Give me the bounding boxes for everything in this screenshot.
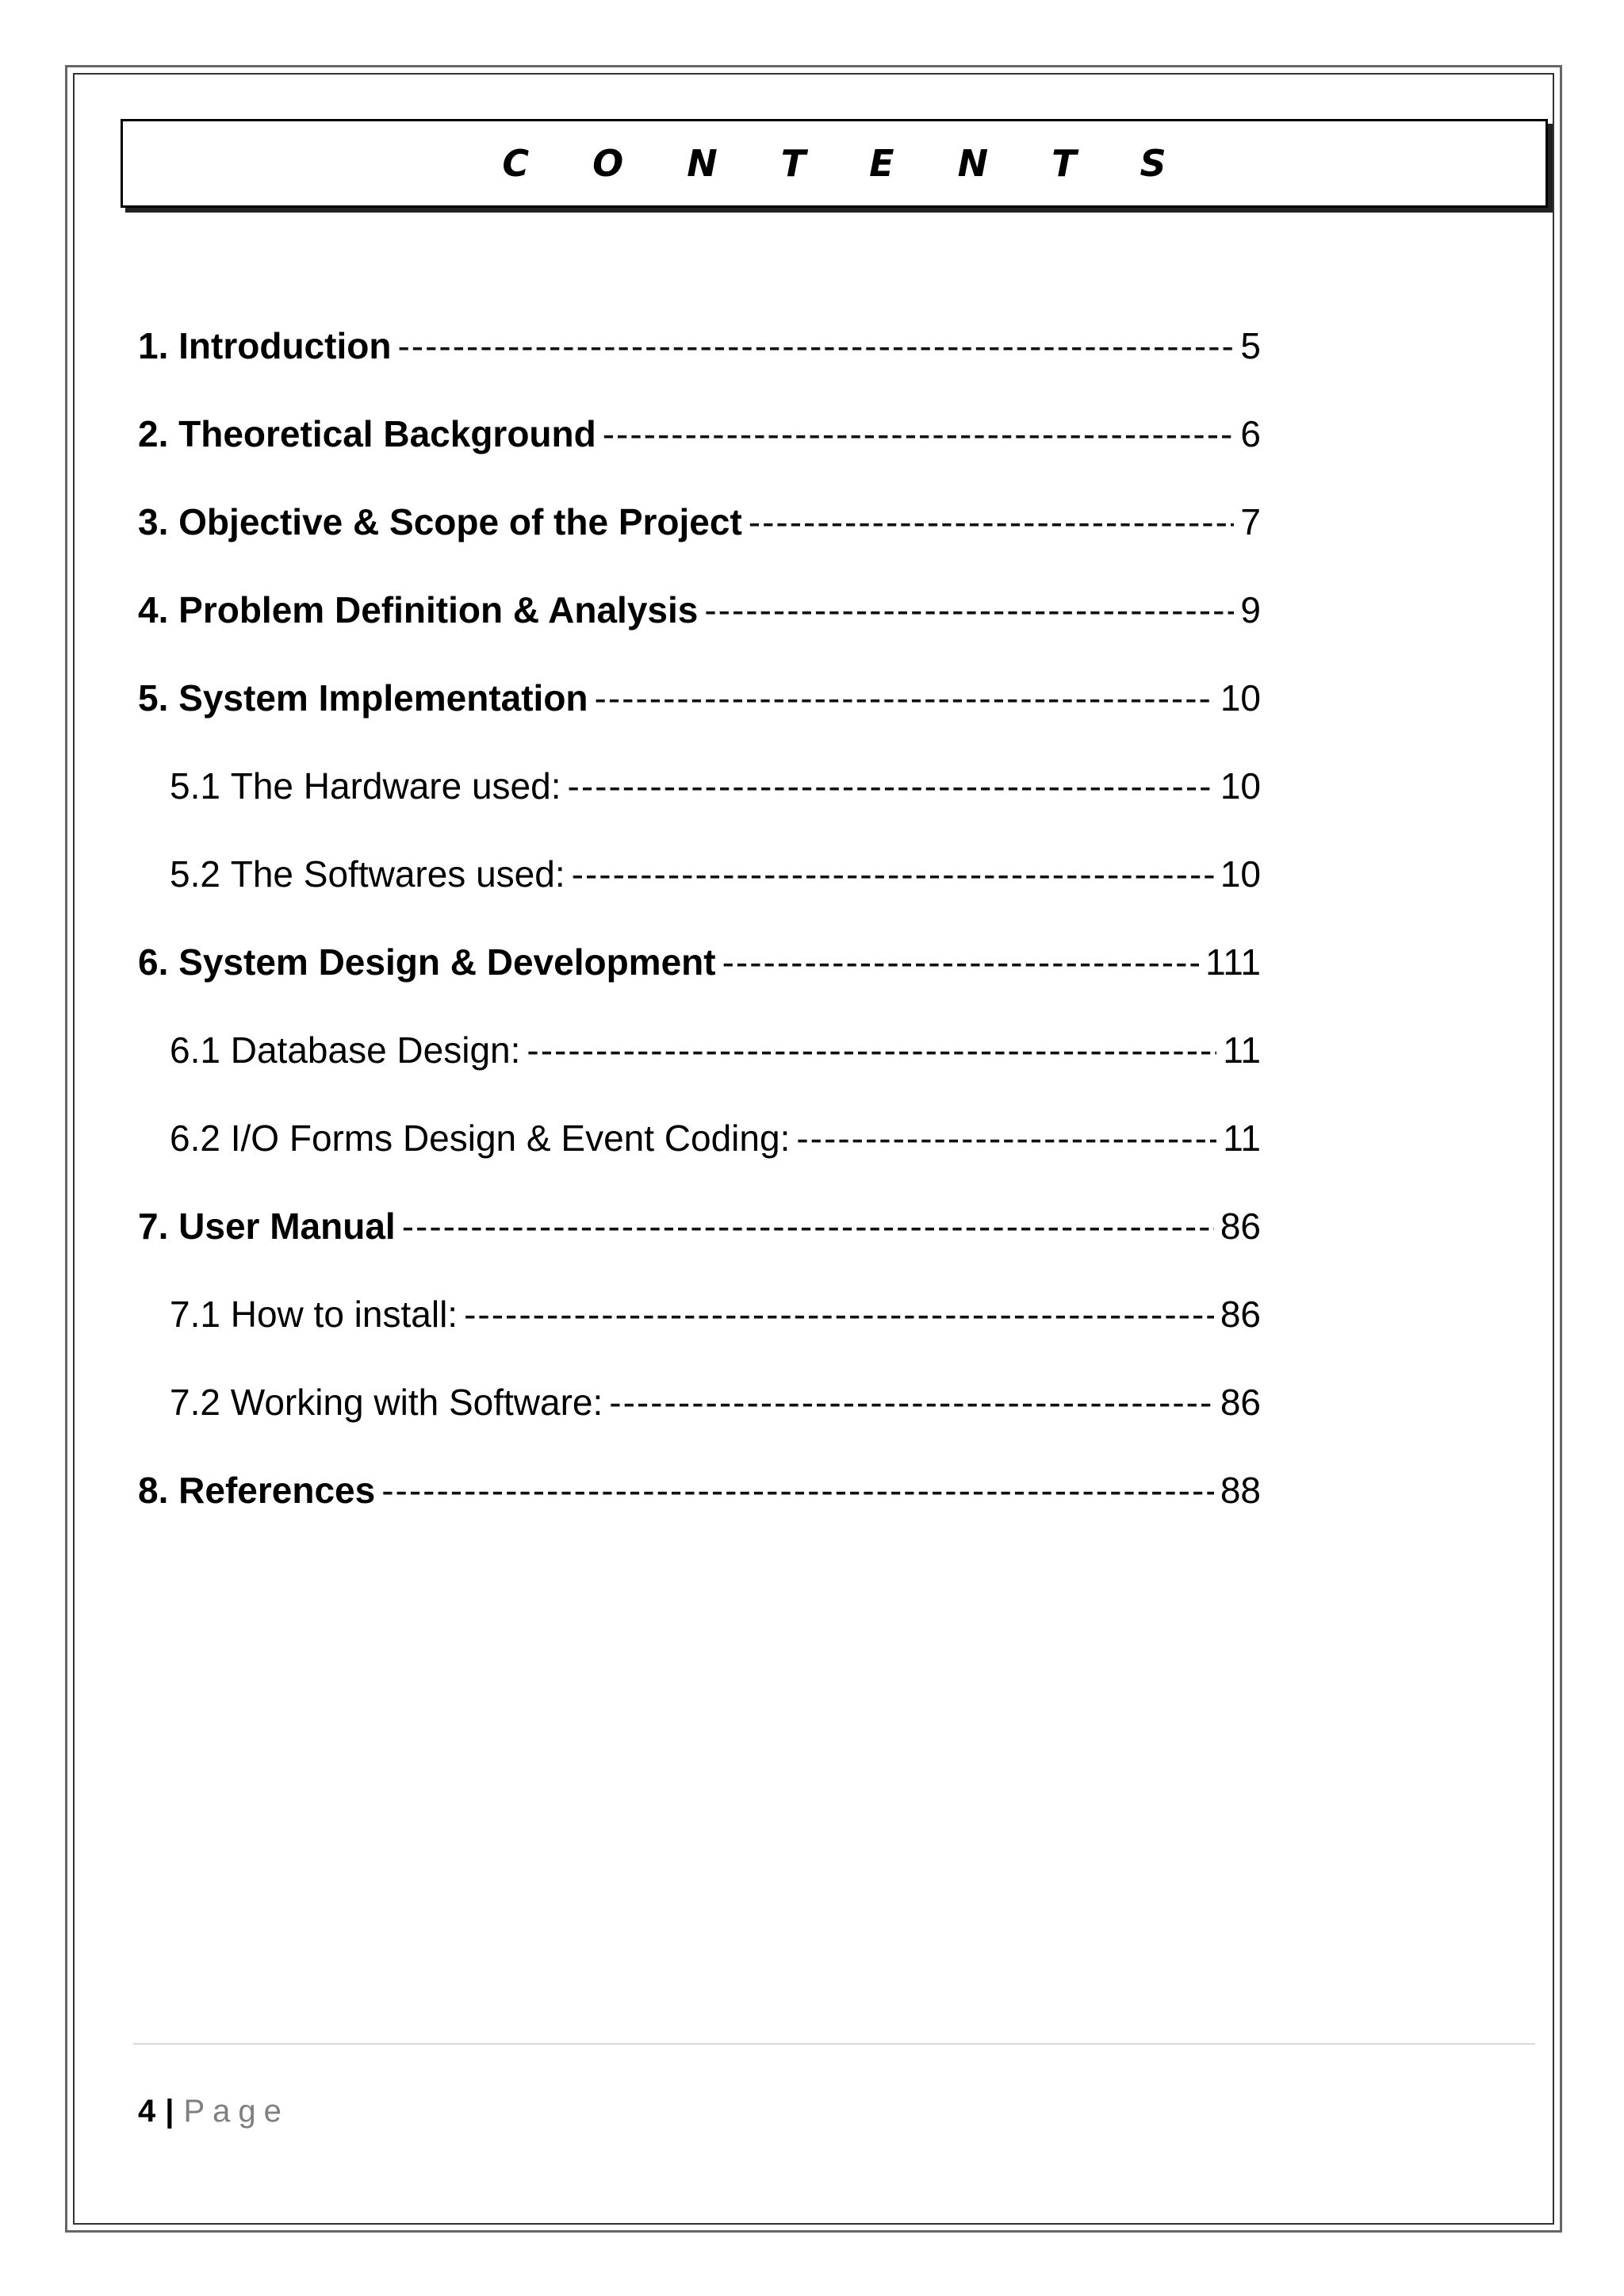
toc-entry-io-forms-design[interactable]: [138, 1094, 1261, 1182]
toc-entry-page: 11: [1223, 1117, 1261, 1159]
toc-entry-label: The Hardware used:: [230, 765, 561, 807]
toc-entry-number: 4.: [138, 588, 179, 631]
toc-entry-problem-definition[interactable]: [138, 565, 1261, 654]
toc-entry-label: I/O Forms Design & Event Coding:: [230, 1117, 791, 1159]
footer-divider: [133, 2043, 1535, 2045]
toc-entry-system-design[interactable]: [138, 918, 1261, 1006]
toc-entry-label: How to install:: [230, 1293, 458, 1335]
toc-entry-system-implementation[interactable]: [138, 654, 1261, 742]
toc-leader-dashes: [397, 325, 1234, 366]
toc-entry-introduction[interactable]: [138, 301, 1261, 389]
toc-entry-page: 6: [1240, 412, 1261, 454]
toc-entry-page: 10: [1220, 853, 1261, 895]
footer-separator: |: [165, 2094, 174, 2129]
toc-entry-page: 111: [1205, 941, 1261, 983]
toc-leader-dashes: [796, 1117, 1216, 1159]
toc-entry-page: 86: [1220, 1381, 1261, 1423]
toc-entry-number: 5.1: [170, 765, 231, 807]
toc-entry-page: 11: [1223, 1029, 1261, 1071]
toc-entry-number: 8.: [138, 1469, 179, 1511]
toc-leader-dashes: [704, 589, 1234, 631]
toc-entry-page: 7: [1240, 500, 1261, 542]
toc-entry-label: System Implementation: [178, 677, 588, 719]
table-of-contents: [138, 301, 1261, 1534]
toc-entry-database-design[interactable]: [138, 1006, 1261, 1094]
footer-page-word: Page: [183, 2094, 289, 2129]
toc-entry-label: Problem Definition & Analysis: [178, 588, 699, 631]
toc-entry-label: Theoretical Background: [178, 412, 596, 454]
toc-entry-label: The Softwares used:: [230, 853, 565, 895]
toc-entry-user-manual[interactable]: [138, 1182, 1261, 1270]
toc-entry-label: References: [178, 1469, 376, 1511]
toc-entry-number: 5.2: [170, 853, 231, 895]
toc-entry-page: 86: [1220, 1205, 1261, 1247]
toc-entry-number: 6.: [138, 941, 179, 983]
toc-entry-label: Working with Software:: [230, 1381, 603, 1423]
toc-leader-dashes: [722, 941, 1200, 983]
toc-entry-hardware-used[interactable]: [138, 742, 1261, 830]
toc-entry-number: 1.: [138, 324, 179, 366]
toc-entry-label: Introduction: [178, 324, 392, 366]
page-footer: [138, 2094, 289, 2129]
toc-entry-softwares-used[interactable]: [138, 830, 1261, 918]
toc-entry-page: 9: [1240, 588, 1261, 631]
toc-entry-number: 7.: [138, 1205, 179, 1247]
toc-entry-number: 2.: [138, 412, 179, 454]
toc-leader-dashes: [609, 1382, 1214, 1423]
toc-entry-references[interactable]: [138, 1446, 1261, 1534]
toc-entry-number: 6.2: [170, 1117, 231, 1159]
toc-entry-page: 10: [1220, 765, 1261, 807]
toc-entry-number: 5.: [138, 677, 179, 719]
toc-leader-dashes: [527, 1029, 1216, 1071]
footer-page-number: 4: [138, 2094, 156, 2129]
toc-entry-objective-scope[interactable]: [138, 477, 1261, 565]
toc-entry-how-to-install[interactable]: [138, 1270, 1261, 1358]
toc-entry-page: 10: [1220, 677, 1261, 719]
toc-entry-label: System Design & Development: [178, 941, 716, 983]
toc-leader-dashes: [381, 1470, 1214, 1511]
toc-leader-dashes: [595, 677, 1214, 719]
contents-title: C O N T E N T S: [502, 142, 1192, 185]
toc-entry-page: 5: [1240, 324, 1261, 366]
toc-entry-label: User Manual: [178, 1205, 396, 1247]
toc-entry-number: 6.1: [170, 1029, 231, 1071]
toc-entry-label: Database Design:: [230, 1029, 521, 1071]
toc-entry-page: 86: [1220, 1293, 1261, 1335]
toc-leader-dashes: [603, 413, 1235, 454]
toc-entry-number: 3.: [138, 500, 179, 542]
toc-entry-page: 88: [1220, 1469, 1261, 1511]
toc-leader-dashes: [749, 501, 1235, 542]
toc-entry-number: 7.2: [170, 1381, 231, 1423]
toc-entry-label: Objective & Scope of the Project: [178, 500, 742, 542]
toc-entry-number: 7.1: [170, 1293, 231, 1335]
toc-leader-dashes: [464, 1294, 1214, 1335]
toc-leader-dashes: [568, 765, 1214, 807]
contents-title-box: [121, 119, 1548, 208]
toc-leader-dashes: [402, 1205, 1214, 1247]
toc-entry-working-with-software[interactable]: [138, 1358, 1261, 1446]
toc-leader-dashes: [572, 853, 1214, 895]
toc-entry-theoretical-background[interactable]: [138, 389, 1261, 477]
